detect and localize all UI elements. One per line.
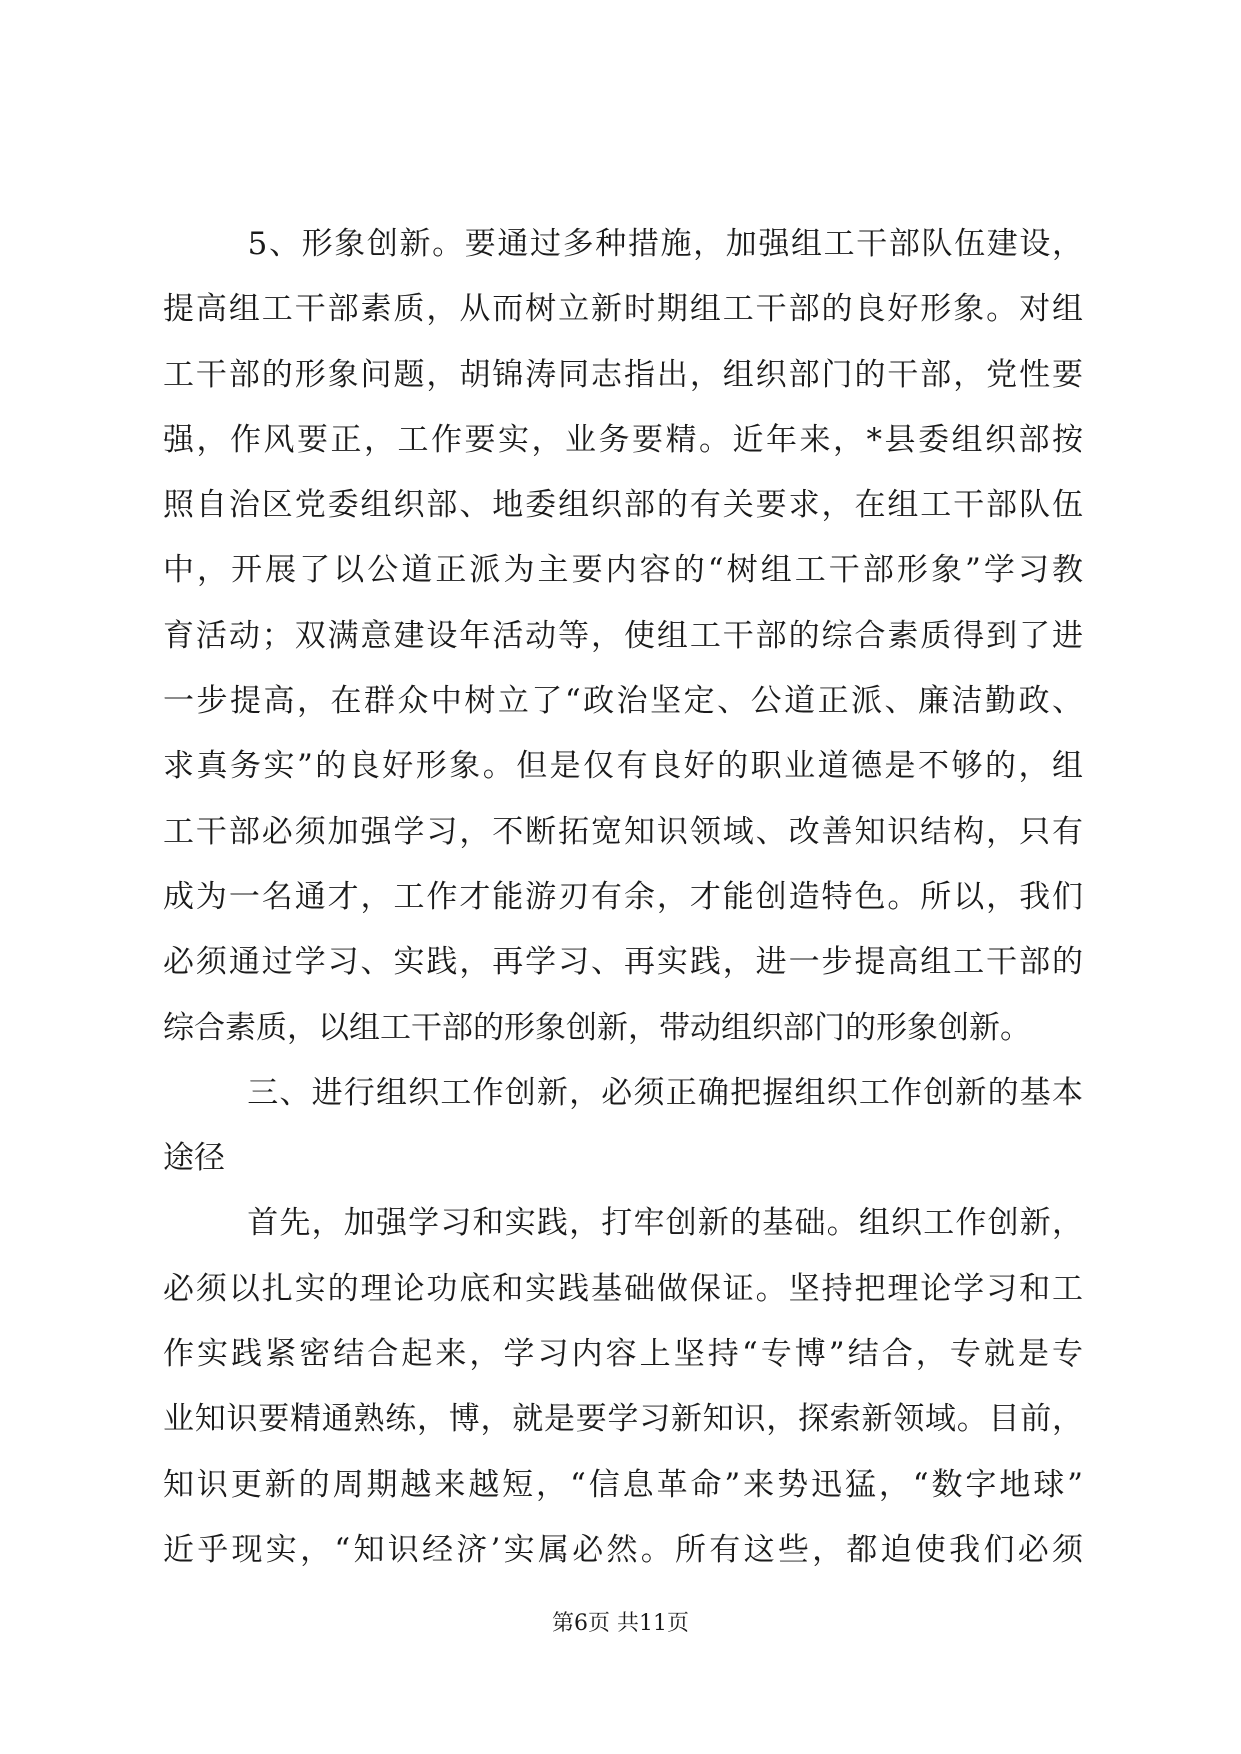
text-line: 工干部的形象问题，胡锦涛同志指出，组织部门的干部，党性要: [163, 356, 1083, 393]
text-line: 5、形象创新。要通过多种措施，加强组工干部队伍建设，: [215, 226, 1083, 262]
text-line: 中，开展了以公道正派为主要内容的“树组工干部形象”学习教: [163, 552, 1083, 589]
text-line: 业知识要精通熟练，博，就是要学习新知识，探索新领域。目前，: [163, 1401, 1083, 1438]
text-line: 首先，加强学习和实践，打牢创新的基础。组织工作创新，: [215, 1205, 1083, 1242]
text-line: 照自治区党委组织部、地委组织部的有关要求，在组工干部队伍: [163, 487, 1083, 524]
text-line: 一步提高，在群众中树立了“政治坚定、公道正派、廉洁勤政、: [163, 683, 1083, 720]
text-line: 作实践紧密结合起来，学习内容上坚持“专博”结合，专就是专: [163, 1336, 1083, 1373]
text-line: 知识更新的周期越来越短，“信息革命”来势迅猛，“数字地球”: [163, 1466, 1083, 1503]
text-line: 综合素质，以组工干部的形象创新，带动组织部门的形象创新。: [163, 1009, 1031, 1046]
section-heading-line: 途径: [163, 1140, 225, 1177]
text-line: 工干部必须加强学习，不断拓宽知识领域、改善知识结构，只有: [163, 813, 1083, 850]
body-text: [163, 212, 1083, 1583]
text-line: 必须通过学习、实践，再学习、再实践，进一步提高组工干部的: [163, 944, 1083, 981]
text-line: 求真务实”的良好形象。但是仅有良好的职业道德是不够的，组: [163, 748, 1083, 785]
text-line: 成为一名通才，工作才能游刃有余，才能创造特色。所以，我们: [163, 878, 1083, 915]
text-line: 育活动；双满意建设年活动等，使组工干部的综合素质得到了进: [163, 617, 1083, 654]
text-line: 必须以扎实的理论功底和实践基础做保证。坚持把理论学习和工: [163, 1270, 1083, 1307]
text-line: 提高组工干部素质，从而树立新时期组工干部的良好形象。对组: [163, 291, 1083, 328]
text-line: 强，作风要正，工作要实，业务要精。近年来，*县委组织部按: [163, 421, 1083, 458]
section-heading-line: 三、进行组织工作创新，必须正确把握组织工作创新的基本: [215, 1074, 1083, 1111]
text-line: 近乎现实，“知识经济’实属必然。所有这些，都迫使我们必须: [163, 1531, 1083, 1568]
page-footer: 第6页 共11页: [552, 1611, 689, 1636]
